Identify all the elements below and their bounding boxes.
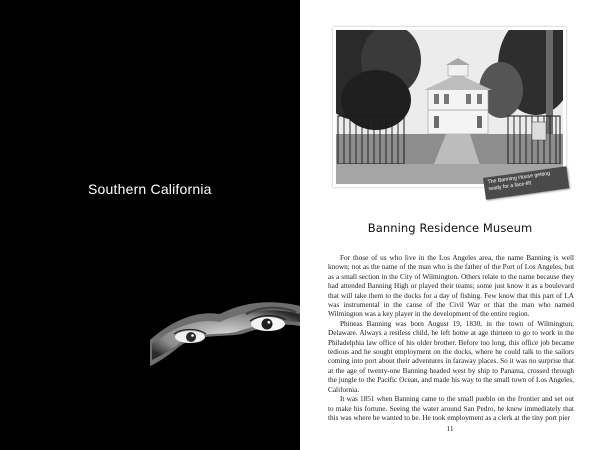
chapter-heading: Banning Residence Museum (367, 221, 533, 235)
banning-house-photo (336, 30, 563, 184)
peering-eyes-illustration (150, 292, 300, 372)
page-number: 11 (446, 424, 454, 433)
body-text (328, 254, 574, 423)
right-page (300, 0, 600, 450)
photo-frame (333, 27, 566, 187)
paragraph: Phineas Banning was born August 19, 1830, in the town of Wilmington, Delaware. Always a restless child, he left home at age thirteen to go to work in the Philadelphia law office of his older brother. Before too long, this office job became tedious and he sought employment on the docks, where he could talk to the sailors coming into port about their adventures in faraway places. So it was no surprise that at the age of twenty-one Banning headed west by ship to Panama, crossed through the jungle to the Pacific Ocean, and made his way to the small town of Los Angeles, California. (328, 319, 574, 394)
photo-caption: The Banning House getting ready for a face-lift (487, 170, 551, 192)
paragraph: It was 1851 when Banning came to the small pueblo on the frontier and set out to make his fortune. Seeing the water around San Pedro, he knew immediately that this was where he wanted to be. He took employment as a clerk at the tiny port pier (328, 395, 574, 422)
paragraph: For those of us who live in the Los Angeles area, the name Banning is well known; not as the name of the man who is the father of the Port of Los Angeles, but as a small section in the City of Wilmington. Others relate to the name because they had attended Banning High or played their teams; some just know it as a boulevard that will take them to the docks for a day of fishing. Few know that this part of LA was instrumental in the cause of the Civil War or that the man who named Wilmington was a key player in the development of the entire region. (328, 254, 574, 319)
section-title: Southern California (88, 181, 212, 197)
